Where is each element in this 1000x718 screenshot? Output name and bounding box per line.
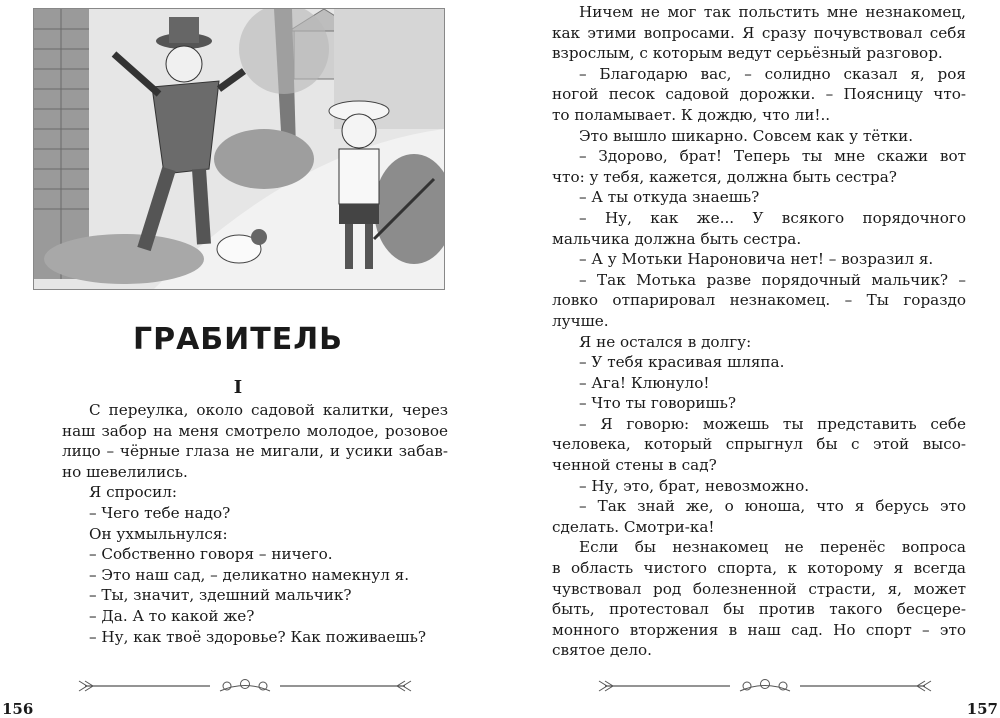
- text-line: – Ну, как твоё здоровье? Как поживаешь?: [89, 627, 427, 646]
- text-line: – Чего тебе надо?: [89, 503, 231, 522]
- text-line: ченной стены в сад?: [552, 456, 717, 475]
- text-line: – Так Мотька разве порядочный мальчик? –: [579, 270, 966, 289]
- text-line: – А у Мотьки Нароновича нет! – возразил я.: [579, 250, 934, 269]
- text-line: лучше.: [552, 311, 609, 330]
- text-line: ногой песок садовой дорожки. – Поясницу что-: [552, 85, 966, 104]
- text-line: Я не остался в долгу:: [579, 332, 752, 351]
- page-number: 157: [966, 700, 998, 718]
- text-line: – Ну, это, брат, невозможно.: [579, 476, 810, 495]
- text-line: С переулка, около садовой калитки, через: [89, 401, 448, 419]
- text-line: – А ты откуда знаешь?: [579, 188, 760, 207]
- text-line: взрослым, с которым ведут серьёзный разговор.: [552, 44, 943, 63]
- text-line: – Здорово, брат! Теперь ты мне скажи вот: [579, 147, 966, 166]
- text-line: сделать. Смотри-ка!: [552, 517, 715, 536]
- text-line: человека, который спрыгнул бы с этой высо-: [552, 435, 966, 454]
- text-line: – Что ты говоришь?: [579, 394, 737, 413]
- text-line: – Это наш сад, – деликатно намекнул я.: [89, 565, 410, 584]
- text-line: – Ага! Клюнуло!: [579, 373, 710, 392]
- text-line: – Я говорю: можешь ты представить себе: [579, 414, 966, 433]
- text-line: что: у тебя, кажется, должна быть сестра?: [552, 167, 897, 186]
- page-ornament: [75, 676, 415, 696]
- text-line: Он ухмыльнулся:: [89, 524, 228, 543]
- text-line: – Благодарю вас, – солидно сказал я, роя: [579, 64, 966, 83]
- page-number: 156: [2, 700, 34, 718]
- text-line: Я спросил:: [89, 483, 177, 502]
- text-line: – У тебя красивая шляпа.: [579, 353, 785, 372]
- text-line: то поламывает. К дождю, что ли!..: [552, 105, 831, 124]
- text-line: как этими вопросами. Я сразу почувствовал себя: [552, 23, 966, 42]
- text-line: ловко отпарировал незнакомец. – Ты гораздо: [552, 291, 966, 310]
- text-line: чувствовал род болезненной страсти, я, может: [552, 579, 966, 598]
- text-line: наш забор на меня смотрело молодое, розовое: [62, 421, 448, 440]
- text-line: в область чистого спорта, к которому я всегда: [552, 559, 966, 578]
- text-line: Это вышло шикарно. Совсем как у тётки.: [579, 126, 914, 145]
- left-page-text: [62, 400, 448, 647]
- illustration: [33, 8, 445, 290]
- text-line: – Ты, значит, здешний мальчик?: [89, 586, 352, 605]
- page-ornament: [595, 676, 935, 696]
- text-line: – Собственно говоря – ничего.: [89, 545, 333, 564]
- text-line: – Ну, как же... У всякого порядочного: [579, 208, 966, 227]
- right-page: [500, 0, 1000, 718]
- section-number: I: [233, 377, 243, 398]
- text-line: но шевелились.: [62, 462, 188, 481]
- text-line: Ничем не мог так польстить мне незнакомец,: [579, 3, 966, 21]
- text-line: мальчика должна быть сестра.: [552, 229, 802, 248]
- right-page-text: [552, 2, 966, 661]
- text-line: – Да. А то какой же?: [89, 606, 255, 625]
- text-line: лицо – чёрные глаза не мигали, и усики забав-: [62, 442, 448, 461]
- text-line: быть, протестовал бы против такого бесцере-: [552, 600, 966, 619]
- text-line: монного вторжения в наш сад. Но спорт – это: [552, 620, 966, 639]
- chapter-title: ГРАБИТЕЛЬ: [132, 322, 344, 357]
- text-line: – Так знай же, о юноша, что я берусь это: [579, 497, 966, 516]
- text-line: Если бы незнакомец не перенёс вопроса: [579, 538, 966, 557]
- text-line: святое дело.: [552, 641, 652, 660]
- illustration-drawing: [34, 9, 444, 289]
